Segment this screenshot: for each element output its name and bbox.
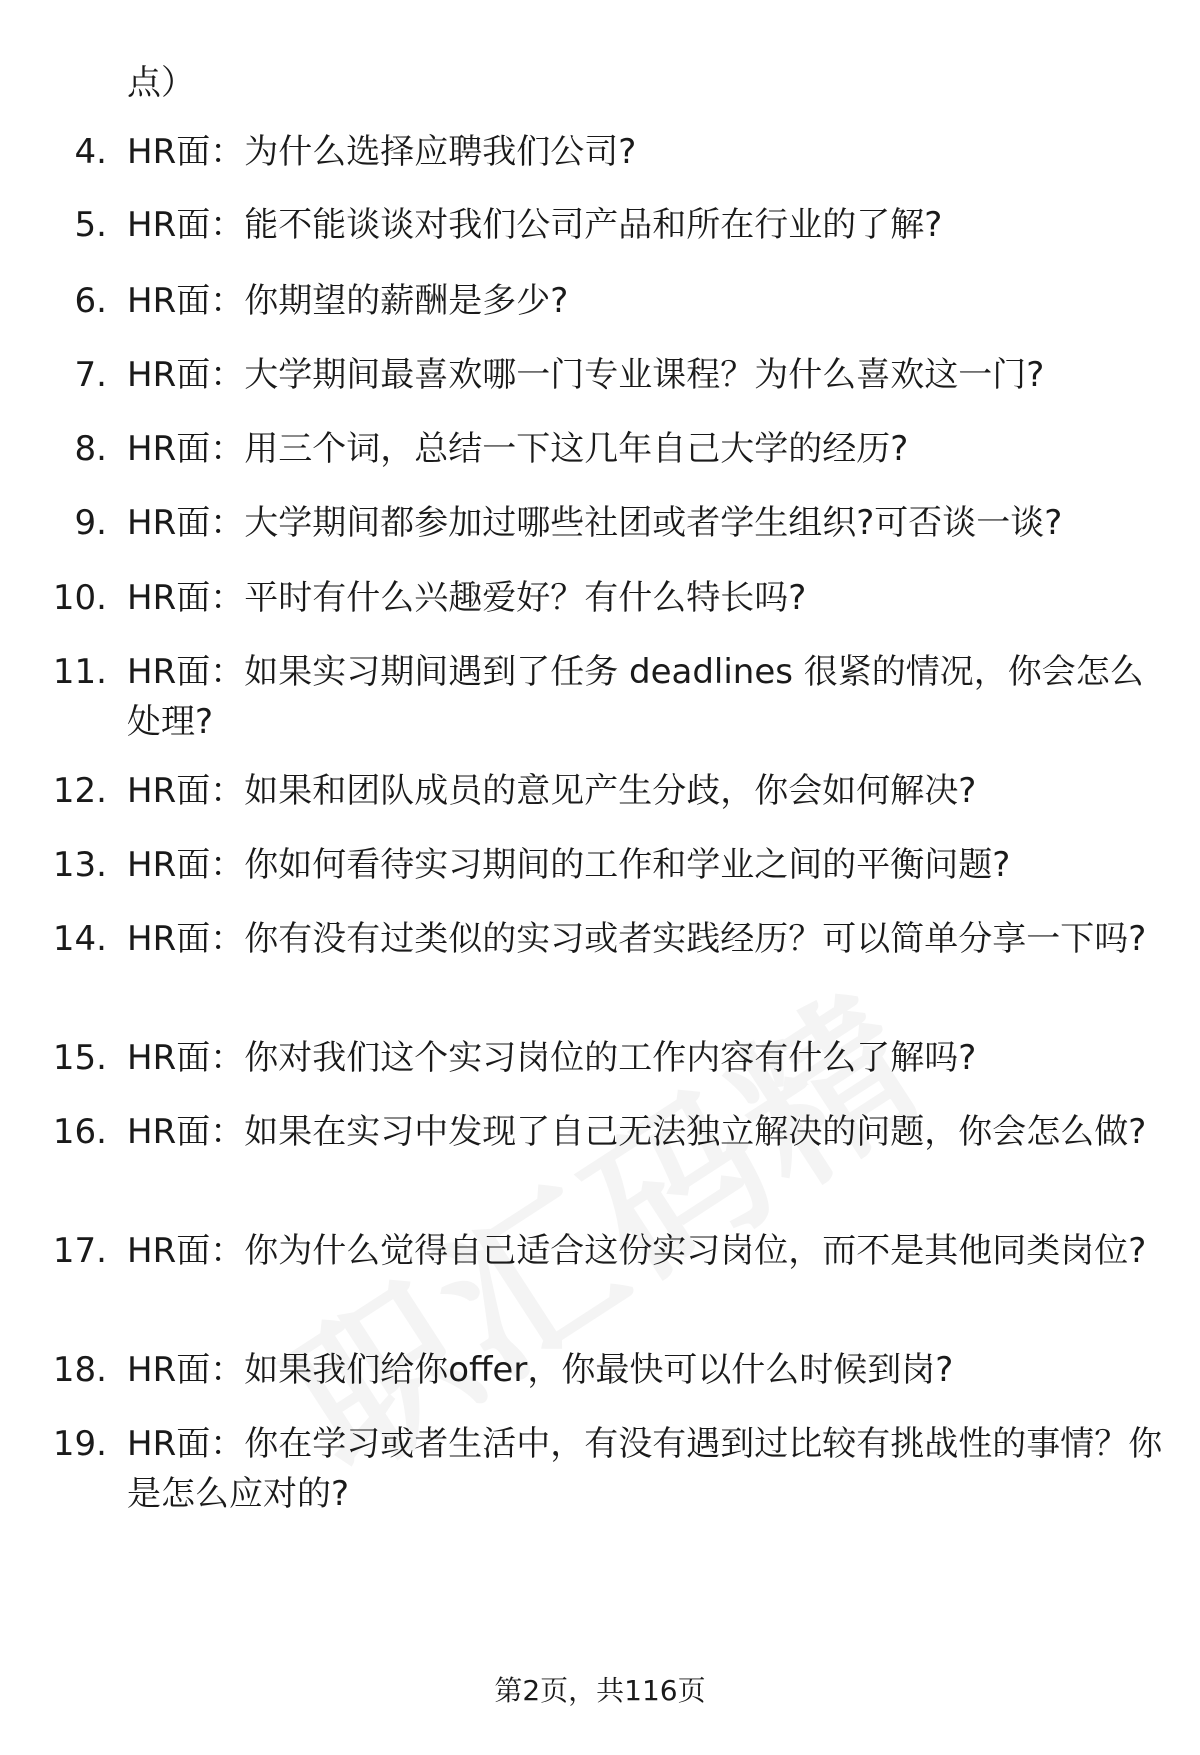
item-text: HR面：如果在实习中发现了自己无法独立解决的问题，你会怎么做? <box>127 1112 1147 1152</box>
continuation-text: 点） <box>127 63 195 103</box>
item-number: 5. <box>74 205 107 245</box>
item-text: HR面：你有没有过类似的实习或者实践经历？可以简单分享一下吗? <box>127 919 1147 959</box>
item-number: 10. <box>52 578 107 618</box>
item-number: 12. <box>52 771 107 811</box>
item-text: HR面：大学期间都参加过哪些社团或者学生组织?可否谈一谈? <box>127 503 1063 543</box>
page-footer: 第2页，共116页 <box>494 1674 706 1707</box>
item-text: HR面：如果实习期间遇到了任务 deadlines 很紧的情况，你会怎么处理? <box>127 652 1144 742</box>
item-text: HR面：你对我们这个实习岗位的工作内容有什么了解吗? <box>127 1038 977 1078</box>
item-number: 15. <box>52 1038 107 1078</box>
item-text: HR面：大学期间最喜欢哪一门专业课程？为什么喜欢这一门? <box>127 355 1045 395</box>
item-text: HR面：你如何看待实习期间的工作和学业之间的平衡问题? <box>127 845 1011 885</box>
item-text: HR面：你为什么觉得自己适合这份实习岗位，而不是其他同类岗位? <box>127 1231 1147 1271</box>
item-text: HR面：用三个词，总结一下这几年自己大学的经历? <box>127 429 909 469</box>
item-text: HR面：能不能谈谈对我们公司产品和所在行业的了解? <box>127 205 943 245</box>
item-text: HR面：你在学习或者生活中，有没有遇到过比较有挑战性的事情？你是怎么应对的? <box>127 1424 1163 1514</box>
item-number: 19. <box>52 1424 107 1464</box>
item-text: HR面：为什么选择应聘我们公司? <box>127 132 637 172</box>
item-text: HR面：如果和团队成员的意见产生分歧，你会如何解决? <box>127 771 977 811</box>
item-number: 16. <box>52 1112 107 1152</box>
item-text: HR面：如果我们给你offer，你最快可以什么时候到岗? <box>127 1350 954 1390</box>
item-number: 14. <box>52 919 107 959</box>
item-number: 13. <box>52 845 107 885</box>
item-text: HR面：平时有什么兴趣爱好？有什么特长吗? <box>127 578 807 618</box>
item-number: 7. <box>74 355 107 395</box>
item-number: 8. <box>74 429 107 469</box>
item-number: 11. <box>52 652 107 692</box>
item-number: 6. <box>74 281 107 321</box>
item-text: HR面：你期望的薪酬是多少? <box>127 281 569 321</box>
item-number: 4. <box>74 132 107 172</box>
item-number: 17. <box>52 1231 107 1271</box>
item-number: 18. <box>52 1350 107 1390</box>
item-number: 9. <box>74 503 107 543</box>
